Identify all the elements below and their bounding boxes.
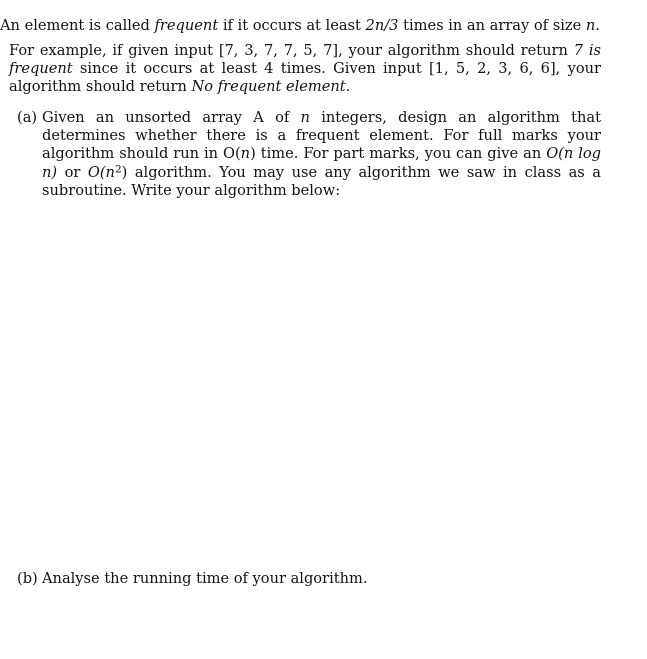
example-result-1: 7 is frequent [9, 42, 601, 78]
example-text-5: . [345, 78, 351, 96]
answer-space-a [17, 190, 601, 560]
complexity-quadratic: $O(n^2)$ [87, 163, 128, 181]
part-b-question: Analyse the running time of your algorithm. [42, 570, 368, 587]
intro-middle: if it occurs at least [218, 17, 366, 34]
intro-term: frequent [154, 17, 219, 34]
part-b-label: (b) [17, 570, 38, 587]
part-a-text-5: algorithm. You may use any algorithm we saw in class as a subroutine. Write your algorithm below: [42, 163, 602, 199]
example-text-1: For example, if given input [9, 42, 219, 59]
part-a-label: (a) [17, 109, 38, 126]
example-paragraph [9, 42, 601, 97]
example-input-1: [7, 3, 7, 7, 5, 7] [218, 42, 339, 59]
part-a [17, 109, 601, 200]
part-a-var-n: n [300, 109, 310, 126]
intro-size-var: n [585, 17, 596, 34]
part-a-question [42, 109, 601, 200]
example-result-2: No frequent element [191, 78, 346, 96]
intro-tail: times in an array of size [398, 17, 586, 34]
part-a-text-2: integers, design an algorithm that determines whether there is a frequent element. For full marks your algorithm should run in [42, 109, 601, 163]
complexity-nlogn: O(n log n) [42, 145, 601, 181]
example-text-3: since it occurs at least 4 times. Given input [72, 60, 429, 78]
part-a-text-1: Given an unsorted array A of [42, 109, 301, 126]
part-a-text-3: time. For part marks, you can give an [255, 145, 547, 163]
complexity-linear: O(n) [223, 145, 256, 163]
problem-intro [0, 17, 620, 35]
example-text-2: , your algorithm should return [338, 42, 574, 59]
part-a-text-4: or [57, 163, 88, 181]
example-text-4: , your algorithm should return [9, 60, 601, 96]
part-b [17, 570, 601, 588]
intro-lead: An element is called [0, 17, 155, 34]
intro-end: . [595, 17, 600, 34]
intro-threshold: 2n/3 [365, 17, 399, 34]
example-input-2: [1, 5, 2, 3, 6, 6] [428, 60, 556, 78]
